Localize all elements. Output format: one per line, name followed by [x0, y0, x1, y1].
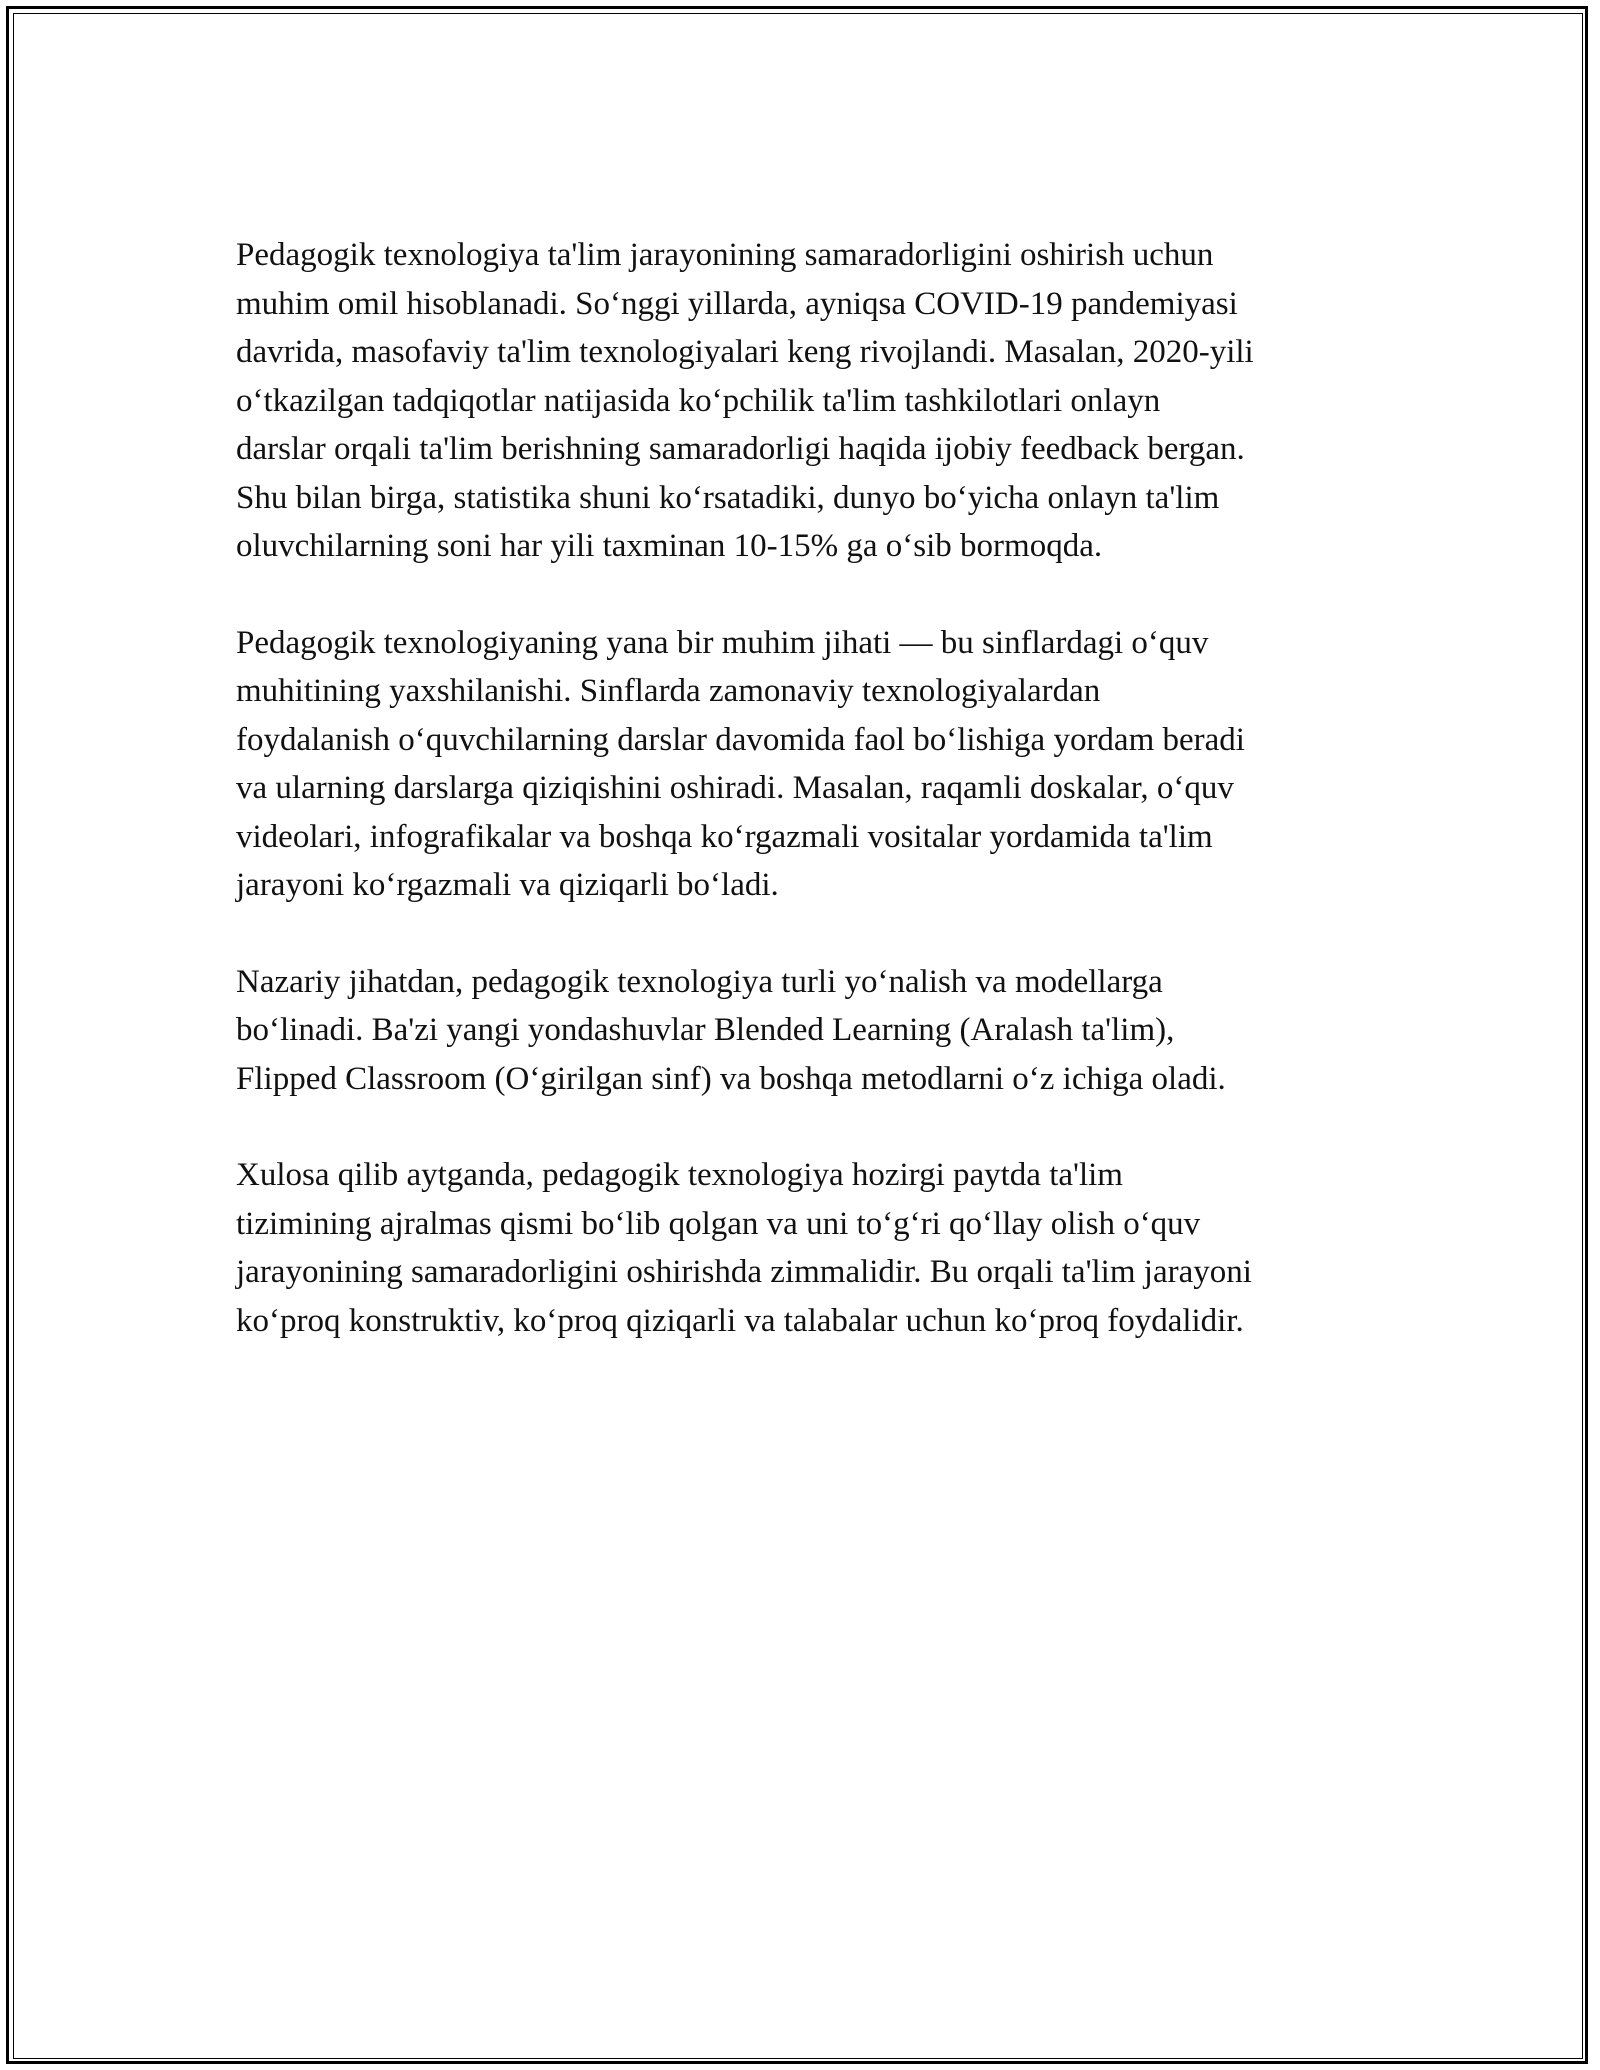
paragraph-1: Pedagogik texnologiya ta'lim jarayonining samaradorligini oshirish uchun muhim omil hisoblanadi. So‘nggi yillarda, ayniqsa COVID-19 pandemiyasi davrida, masofaviy ta'lim texnologiyalari keng rivojlandi. Masalan, 2020-yili o‘tkazilgan tadqiqotlar natijasida ko‘pchilik ta'lim tashkilotlari onlayn darslar orqali ta'lim berishning samaradorligi haqida ijobiy feedback bergan. Shu bilan birga, statistika shuni ko‘rsatadiki, dunyo bo‘yicha onlayn ta'lim oluvchilarning soni har yili taxminan 10-15% ga o‘sib bormoqda.	[236, 237, 1254, 564]
paragraph-3: Nazariy jihatdan, pedagogik texnologiya turli yo‘nalish va modellarga bo‘linadi. Ba'zi yangi yondashuvlar Blended Learning (Aralash ta'lim), Flipped Classroom (O‘girilgan sinf) va boshqa metodlarni o‘z ichiga oladi.	[236, 963, 1226, 1097]
document-body	[236, 231, 1376, 1393]
paragraph-2: Pedagogik texnologiyaning yana bir muhim jihati — bu sinflardagi o‘quv muhitining yaxshilanishi. Sinflarda zamonaviy texnologiyalardan foydalanish o‘quvchilarning darslar davomida faol bo‘lishiga yordam beradi va ularning darslarga qiziqishini oshiradi. Masalan, raqamli doskalar, o‘quv videolari, infografikalar va boshqa ko‘rgazmali vositalar yordamida ta'lim jarayoni ko‘rgazmali va qiziqarli bo‘ladi.	[236, 624, 1245, 903]
paragraph-4: Xulosa qilib aytganda, pedagogik texnologiya hozirgi paytda ta'lim tizimining ajralmas qismi bo‘lib qolgan va uni to‘g‘ri qo‘llay olish o‘quv jarayonining samaradorligini oshirishda zimmalidir. Bu orqali ta'lim jarayoni ko‘proq konstruktiv, ko‘proq qiziqarli va talabalar uchun ko‘proq foydalidir.	[236, 1157, 1252, 1339]
